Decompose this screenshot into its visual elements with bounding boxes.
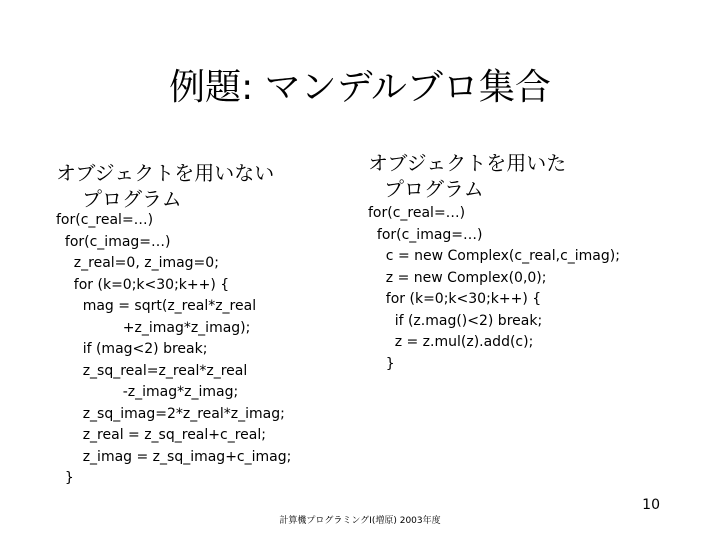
code-block-without-objects: for(c_real=…) for(c_imag=…) z_real=0, z_imag=0; for (k=0;k<30;k++) { mag = sqrt(z_real*z_real +z_imag*z_imag); if (mag<2) break; z_sq_real=z_real*z_real -z_imag*z_imag; z_sq_imag=2*z_real*z_imag; z_real = z_sq_real+c_real; z_imag = z_sq_imag+c_imag; }: [56, 212, 292, 486]
right-column-heading: [368, 150, 566, 202]
left-column-heading: [56, 160, 274, 212]
slide-title: 例題: マンデルブロ集合: [169, 67, 551, 108]
code-block-with-objects: for(c_real=…) for(c_imag=…) c = new Complex(c_real,c_imag); z = new Complex(0,0); for (k=0;k<30;k++) { if (z.mag()<2) break; z = z.mul(z).add(c); }: [368, 205, 620, 372]
left-heading-line1: オブジェクトを用いない: [56, 161, 275, 185]
left-heading-line2: プログラム: [82, 187, 182, 211]
right-heading-line1: オブジェクトを用いた: [368, 151, 567, 175]
page-number: 10: [642, 497, 660, 513]
right-heading-line2: プログラム: [384, 177, 484, 201]
slide-footer: 計算機プログラミングI(増原) 2003年度: [279, 516, 441, 526]
